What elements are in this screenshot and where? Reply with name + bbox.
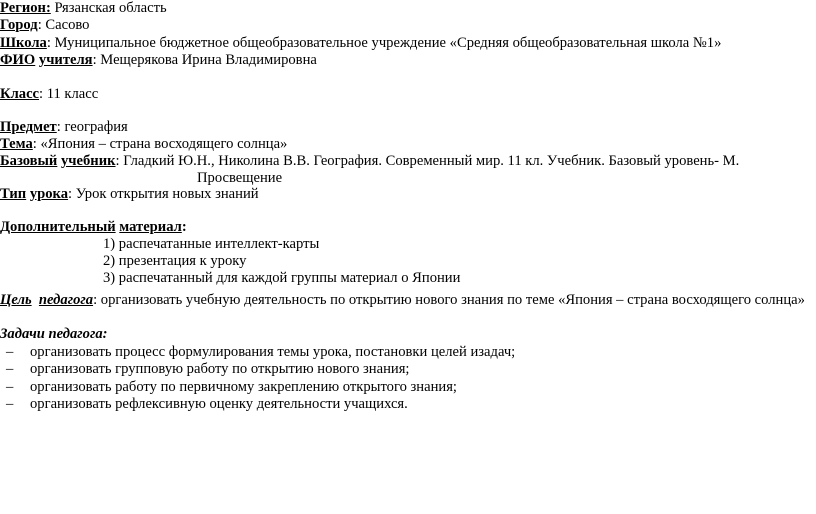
teacher-label-fio: ФИО (0, 52, 36, 68)
region-line (0, 0, 167, 17)
lesson-type-label: урока (29, 186, 69, 202)
additional-item: 3) распечатанный для каждой группы материал о Японии (103, 270, 461, 286)
class-label: Класс (0, 86, 40, 102)
subject-label: Предмет (0, 119, 57, 135)
additional-item: 2) презентация к уроку (103, 253, 247, 269)
task-item: – организовать процесс формулирования темы урока, постановки целей изадач; (0, 344, 515, 361)
region-value: Рязанская область (50, 0, 167, 16)
topic-label: Тема (0, 136, 33, 152)
task-item: – организовать рефлексивную оценку деятельности учащихся. (0, 396, 408, 413)
dash-bullet: – (6, 361, 14, 377)
topic-line: Тема: «Япония – страна восходящего солнца» (0, 136, 288, 152)
tasks-label: Задачи педагога: (0, 326, 108, 342)
lesson-type-label-type: Тип (0, 186, 27, 202)
teacher-line: ФИО учителя: Мещерякова Ирина Владимировна (0, 52, 317, 68)
additional-item: 1) распечатанные интеллект-карты (103, 236, 320, 252)
textbook-line-2 (197, 170, 282, 187)
task-item: – организовать работу по первичному закреплению открытого знания; (0, 379, 457, 396)
additional-label-1: Дополнительный (0, 219, 116, 235)
goal-line: Цель педагога: организовать учебную деятельность по открытию нового знания по теме «Япония – страна восходящего солнца» (0, 292, 805, 308)
city-value: Сасово (45, 17, 90, 33)
tasks-heading (0, 326, 108, 343)
dash-bullet: – (6, 344, 14, 360)
subject-value: география (64, 119, 128, 135)
class-value: 11 класс (46, 86, 99, 102)
textbook-label: учебник (61, 153, 116, 169)
textbook-value: Гладкий Ю.Н., Николина В.В. География. Современный мир. 11 кл. Учебник. Базовый уровень- М. (123, 153, 740, 169)
textbook-label-base: Базовый (0, 153, 58, 169)
subject-line: Предмет: география (0, 119, 128, 135)
dash-bullet: – (6, 396, 14, 412)
goal-label-2: педагога (38, 292, 94, 308)
city-label: Город (0, 17, 38, 33)
topic-value: «Япония – страна восходящего солнца» (40, 136, 288, 152)
goal-value: организовать учебную деятельность по открытию нового знания по теме «Япония – страна восходящего солнца» (100, 292, 805, 308)
textbook-line: Базовый учебник: Гладкий Ю.Н., Николина В.В. География. Современный мир. 11 кл. Учебник. Базовый уровень- М. (0, 153, 740, 169)
city-line: Город: Сасово (0, 17, 90, 33)
class-line: Класс: 11 класс (0, 86, 99, 102)
lesson-type-line: Тип урока: Урок открытия новых знаний (0, 186, 259, 202)
goal-label-1: Цель (0, 292, 32, 308)
textbook-publisher: Просвещение (197, 170, 283, 186)
school-value: Муниципальное бюджетное общеобразовательное учреждение «Средняя общеобразовательная школа №1» (54, 35, 722, 51)
region-label: Регион: (0, 0, 51, 16)
additional-heading: Дополнительный материал: (0, 219, 187, 235)
teacher-label: учителя (38, 52, 93, 68)
dash-bullet: – (6, 379, 14, 395)
task-item: – организовать групповую работу по открытию нового знания; (0, 361, 409, 378)
additional-label-2: материал (119, 219, 182, 235)
school-line: Школа: Муниципальное бюджетное общеобразовательное учреждение «Средняя общеобразовательная школа №1» (0, 35, 722, 51)
lesson-type-value: Урок открытия новых знаний (75, 186, 259, 202)
school-label: Школа (0, 35, 47, 51)
teacher-value: Мещерякова Ирина Владимировна (100, 52, 317, 68)
